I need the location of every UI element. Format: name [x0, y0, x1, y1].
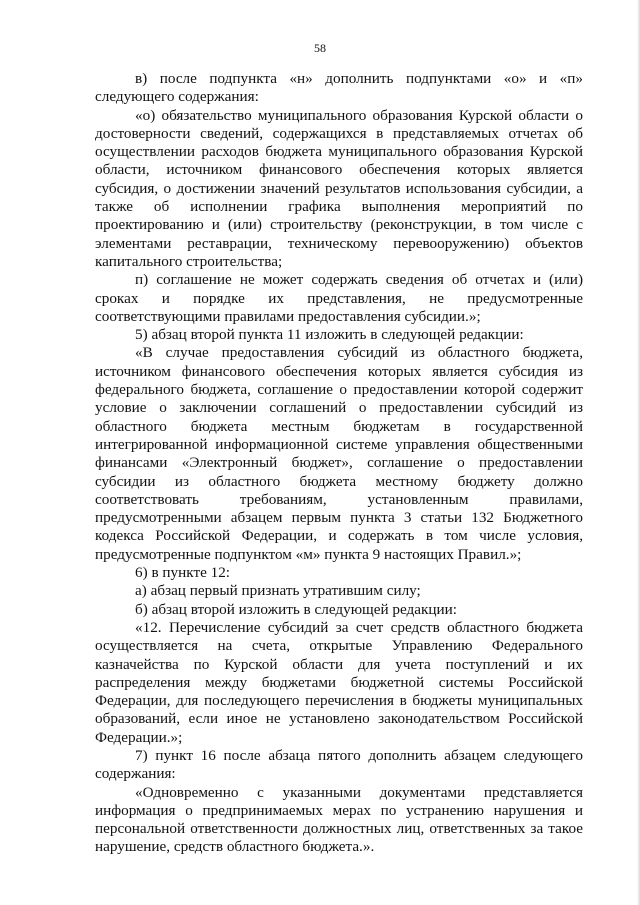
- paragraph-item-6a: а) абзац первый признать утратившим силу;: [135, 582, 421, 600]
- paragraph-item-7: 7) пункт 16 после абзаца пятого дополнить абзацем следующего содержания:: [95, 746, 583, 783]
- paragraph-item-6: 6) в пункте 12:: [135, 564, 231, 582]
- paragraph-subpoint-p: п) соглашение не может содержать сведения об отчетах и (или) сроках и порядке их представления, не предусмотренные соответствующими правилами предоставления субсидии.»;: [95, 271, 583, 325]
- document-body: [95, 70, 583, 857]
- page-number: 58: [314, 41, 326, 55]
- paragraph-item-5: 5) абзац второй пункта 11 изложить в следующей редакции:: [135, 326, 524, 344]
- paragraph-amend-subpoint: в) после подпункта «н» дополнить подпунктами «о» и «п» следующего содержания:: [95, 70, 583, 106]
- paragraph-subpoint-o: «о) обязательство муниципального образования Курской области о достоверности сведений, содержащихся в представляемых отчетах об осуществлении расходов бюджета муниципального образования Курской области, источником финансового обеспечения которых является субсидия, о достижении значений результатов использования субсидии, а также об исполнении графика выполнения мероприятий по проектированию и (или) строительству (реконструкции, в том числе с элементами реставрации, техническому перевооружению) объектов капитального строительства;: [95, 106, 583, 270]
- paragraph-item-16-text: «Одновременно с указанными документами представляется информация о предпринимаемых мерах по устранению нарушения и персональной ответственности должностных лиц, ответственных за такое нарушение, средств областного бюджета.».: [95, 783, 583, 856]
- paragraph-item-11-text: «В случае предоставления субсидий из областного бюджета, источником финансового обеспечения которых является субсидия из федерального бюджета, соглашение о предоставлении которой содержит условие о заключении соглашений о предоставлении субсидий из областного бюджета местным бюджетам в государственной интегрированной информационной системе управления общественными финансами «Электронный бюджет», соглашение о предоставлении субсидии из областного бюджета местному бюджету должно соответствовать требованиям, установленным правилами, предусмотренными абзацем первым пункта 3 статьи 132 Бюджетного кодекса Российской Федерации, и содержать в том числе условия, предусмотренные подпунктом «м» пункта 9 настоящих Правил.»;: [95, 344, 583, 563]
- paragraph-item-6b: б) абзац второй изложить в следующей редакции:: [135, 600, 457, 618]
- paragraph-item-12-text: «12. Перечисление субсидий за счет средств областного бюджета осуществляется на счета, открытые Управлению Федерального казначейства по Курской области для учета поступлений и их распределения между бюджетами бюджетной системы Российской Федерации, для последующего перечисления в бюджеты муниципальных образований, если иное не установлено законодательством Российской Федерации.»;: [95, 618, 583, 746]
